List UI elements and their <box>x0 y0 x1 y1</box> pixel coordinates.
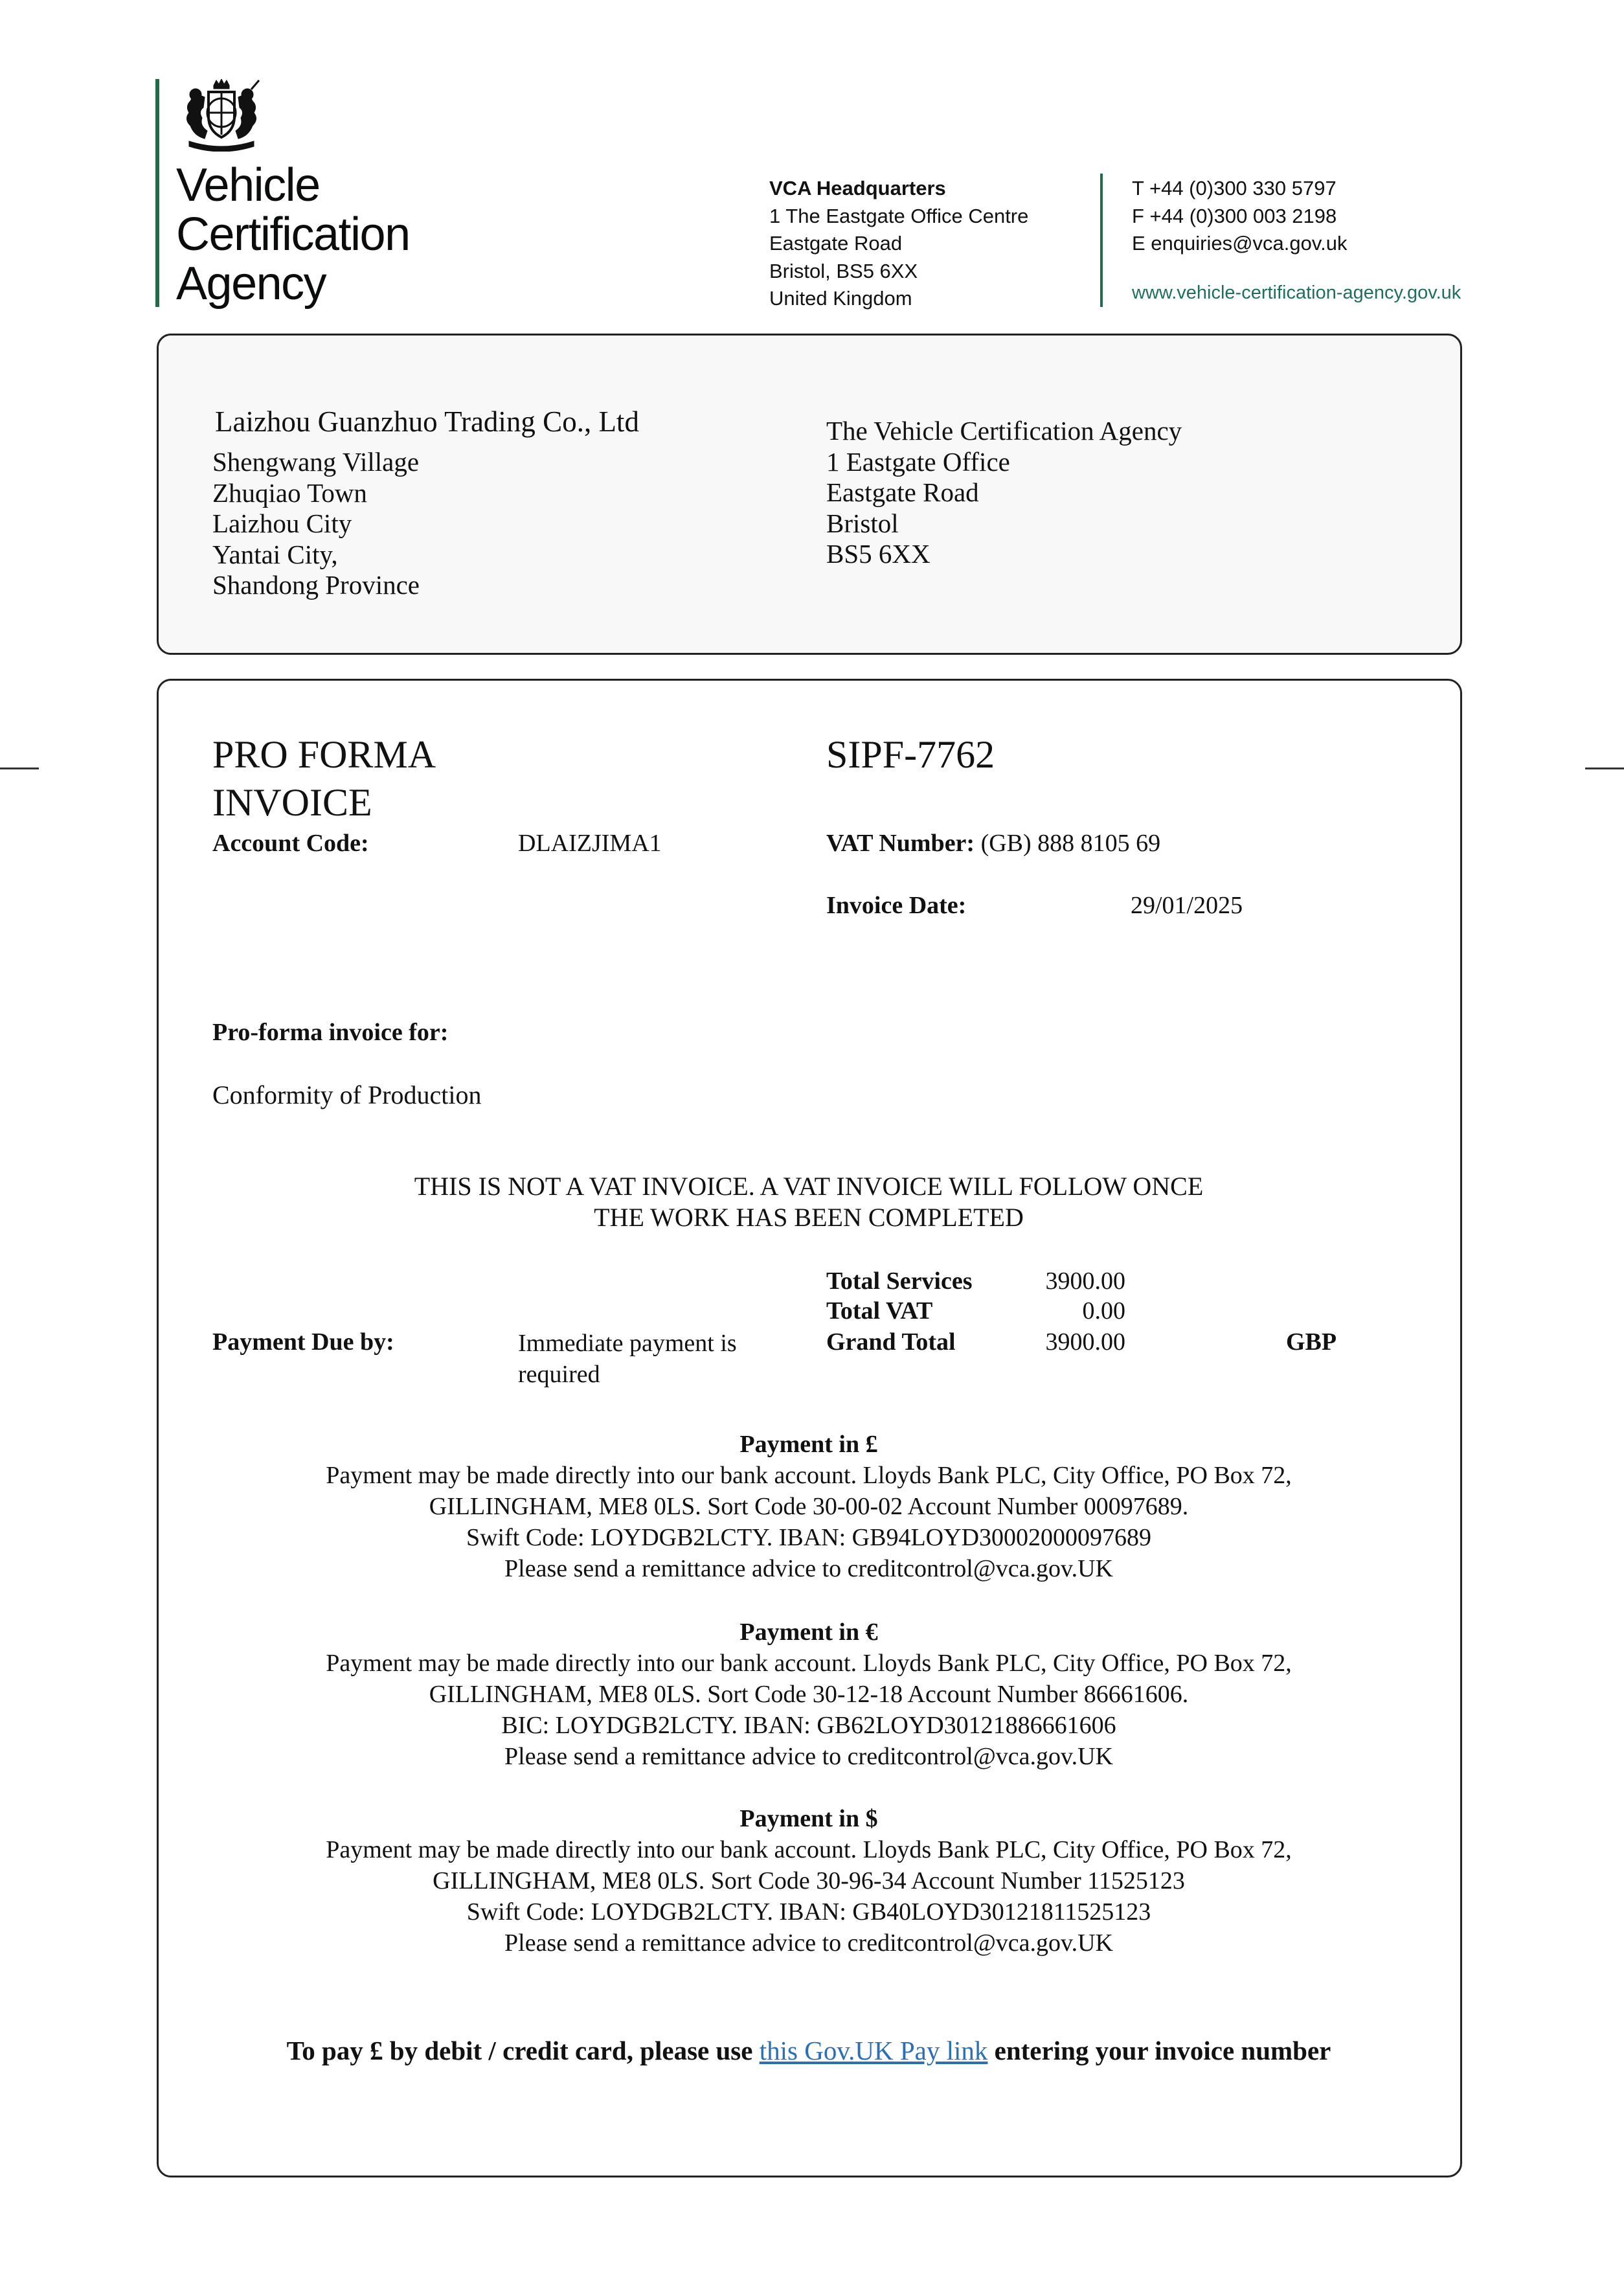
sender-address <box>826 416 1182 570</box>
hq-address-line: United Kingdom <box>769 287 912 310</box>
vat-notice <box>157 1171 1461 1233</box>
hq-address-block <box>769 175 1028 313</box>
gov-uk-pay-link[interactable]: this Gov.UK Pay link <box>759 2036 988 2065</box>
invoice-date-value: 29/01/2025 <box>1131 892 1243 919</box>
total-services-label: Total Services <box>826 1268 973 1295</box>
vat-notice-line-1: THIS IS NOT A VAT INVOICE. A VAT INVOICE WILL FOLLOW ONCE <box>414 1172 1204 1201</box>
hq-title: VCA Headquarters <box>769 177 946 199</box>
pro-forma-for-label: Pro-forma invoice for: <box>212 1019 449 1046</box>
payment-due-line-1: Immediate payment is <box>518 1330 737 1357</box>
grand-total-value: 3900.00 <box>1045 1328 1125 1356</box>
card-payment-line <box>157 2035 1461 2066</box>
agency-name-line-3: Agency <box>176 258 326 310</box>
brand-bar <box>155 79 159 307</box>
sender-address-line: Eastgate Road <box>826 477 979 507</box>
payment-block-gbp <box>157 1429 1461 1584</box>
payment-due-line-2: required <box>518 1361 600 1388</box>
invoice-number: SIPF-7762 <box>826 733 995 776</box>
sender-address-line: BS5 6XX <box>826 539 930 569</box>
header-divider <box>1100 174 1103 307</box>
payment-line: GILLINGHAM, ME8 0LS. Sort Code 30-00-02 Account Number 00097689. <box>429 1493 1189 1520</box>
invoice-title-line-2: INVOICE <box>212 781 372 824</box>
royal-crest-icon <box>176 79 267 152</box>
website-link[interactable]: www.vehicle-certification-agency.gov.uk <box>1132 282 1461 303</box>
recipient-address-line: Yantai City, <box>212 539 338 569</box>
payment-heading: Payment in £ <box>739 1431 878 1458</box>
payment-line: GILLINGHAM, ME8 0LS. Sort Code 30-12-18 Account Number 86661606. <box>429 1681 1189 1708</box>
account-code-label: Account Code: <box>212 830 369 857</box>
payment-heading: Payment in $ <box>739 1805 878 1832</box>
total-vat-label: Total VAT <box>826 1297 933 1324</box>
invoice-date-label: Invoice Date: <box>826 892 967 919</box>
currency-code: GBP <box>1286 1328 1337 1356</box>
hq-address-line: Bristol, BS5 6XX <box>769 259 918 282</box>
vat-number-row <box>826 829 1160 858</box>
invoice-title <box>212 731 436 826</box>
payment-line: BIC: LOYDGB2LCTY. IBAN: GB62LOYD30121886661606 <box>501 1712 1116 1739</box>
payment-line: Please send a remittance advice to creditcontrol@vca.gov.UK <box>504 1555 1113 1582</box>
total-vat-value: 0.00 <box>1082 1297 1125 1324</box>
sender-address-line: 1 Eastgate Office <box>826 446 1010 477</box>
recipient-address-line: Zhuqiao Town <box>212 477 367 508</box>
card-payment-suffix: entering your invoice number <box>994 2036 1331 2065</box>
hq-address-line: 1 The Eastgate Office Centre <box>769 204 1029 227</box>
agency-name-line-1: Vehicle <box>176 159 320 211</box>
sender-address-line: The Vehicle Certification Agency <box>826 416 1182 446</box>
vat-number-value: (GB) 888 8105 69 <box>980 830 1161 857</box>
sender-address-line: Bristol <box>826 508 899 538</box>
grand-total-label: Grand Total <box>826 1328 956 1356</box>
payment-block-eur <box>157 1617 1461 1772</box>
payment-line: Payment may be made directly into our bank account. Lloyds Bank PLC, City Office, PO Box 72, <box>326 1462 1292 1489</box>
total-services-value: 3900.00 <box>1045 1268 1125 1295</box>
payment-line: GILLINGHAM, ME8 0LS. Sort Code 30-96-34 Account Number 11525123 <box>433 1867 1185 1894</box>
agency-name-line-2: Certification <box>176 209 410 260</box>
crop-mark-right <box>1585 767 1624 769</box>
recipient-address-line: Shandong Province <box>212 570 420 600</box>
crop-mark-left <box>0 767 39 769</box>
payment-heading: Payment in € <box>739 1619 878 1646</box>
invoice-title-line-1: PRO FORMA <box>212 733 436 776</box>
payment-line: Payment may be made directly into our bank account. Lloyds Bank PLC, City Office, PO Box 72, <box>326 1836 1292 1863</box>
vat-number-label: VAT Number: <box>826 830 975 857</box>
payment-block-usd <box>157 1803 1461 1959</box>
recipient-address-line: Shengwang Village <box>212 447 420 477</box>
payment-line: Swift Code: LOYDGB2LCTY. IBAN: GB94LOYD30002000097689 <box>466 1524 1152 1551</box>
payment-due-label: Payment Due by: <box>212 1328 394 1356</box>
payment-line: Please send a remittance advice to creditcontrol@vca.gov.UK <box>504 1929 1113 1957</box>
hq-address-line: Eastgate Road <box>769 232 903 255</box>
contact-email[interactable]: E enquiries@vca.gov.uk <box>1132 232 1348 255</box>
payment-line: Swift Code: LOYDGB2LCTY. IBAN: GB40LOYD30121811525123 <box>466 1898 1151 1926</box>
recipient-address-line: Laizhou City <box>212 508 352 538</box>
payment-line: Payment may be made directly into our bank account. Lloyds Bank PLC, City Office, PO Box 72, <box>326 1650 1292 1677</box>
card-payment-prefix: To pay £ by debit / credit card, please use <box>286 2036 753 2065</box>
recipient-name: Laizhou Guanzhuo Trading Co., Ltd <box>215 405 639 438</box>
vat-notice-line-2: THE WORK HAS BEEN COMPLETED <box>594 1203 1024 1232</box>
payment-line: Please send a remittance advice to creditcontrol@vca.gov.UK <box>504 1743 1113 1770</box>
account-code-value: DLAIZJIMA1 <box>518 830 662 857</box>
contact-block <box>1132 175 1347 258</box>
pro-forma-for-value: Conformity of Production <box>212 1080 482 1109</box>
payment-due-value <box>518 1328 737 1390</box>
recipient-address <box>212 447 420 601</box>
contact-fax: F +44 (0)300 003 2198 <box>1132 204 1337 227</box>
contact-telephone: T +44 (0)300 330 5797 <box>1132 177 1336 199</box>
